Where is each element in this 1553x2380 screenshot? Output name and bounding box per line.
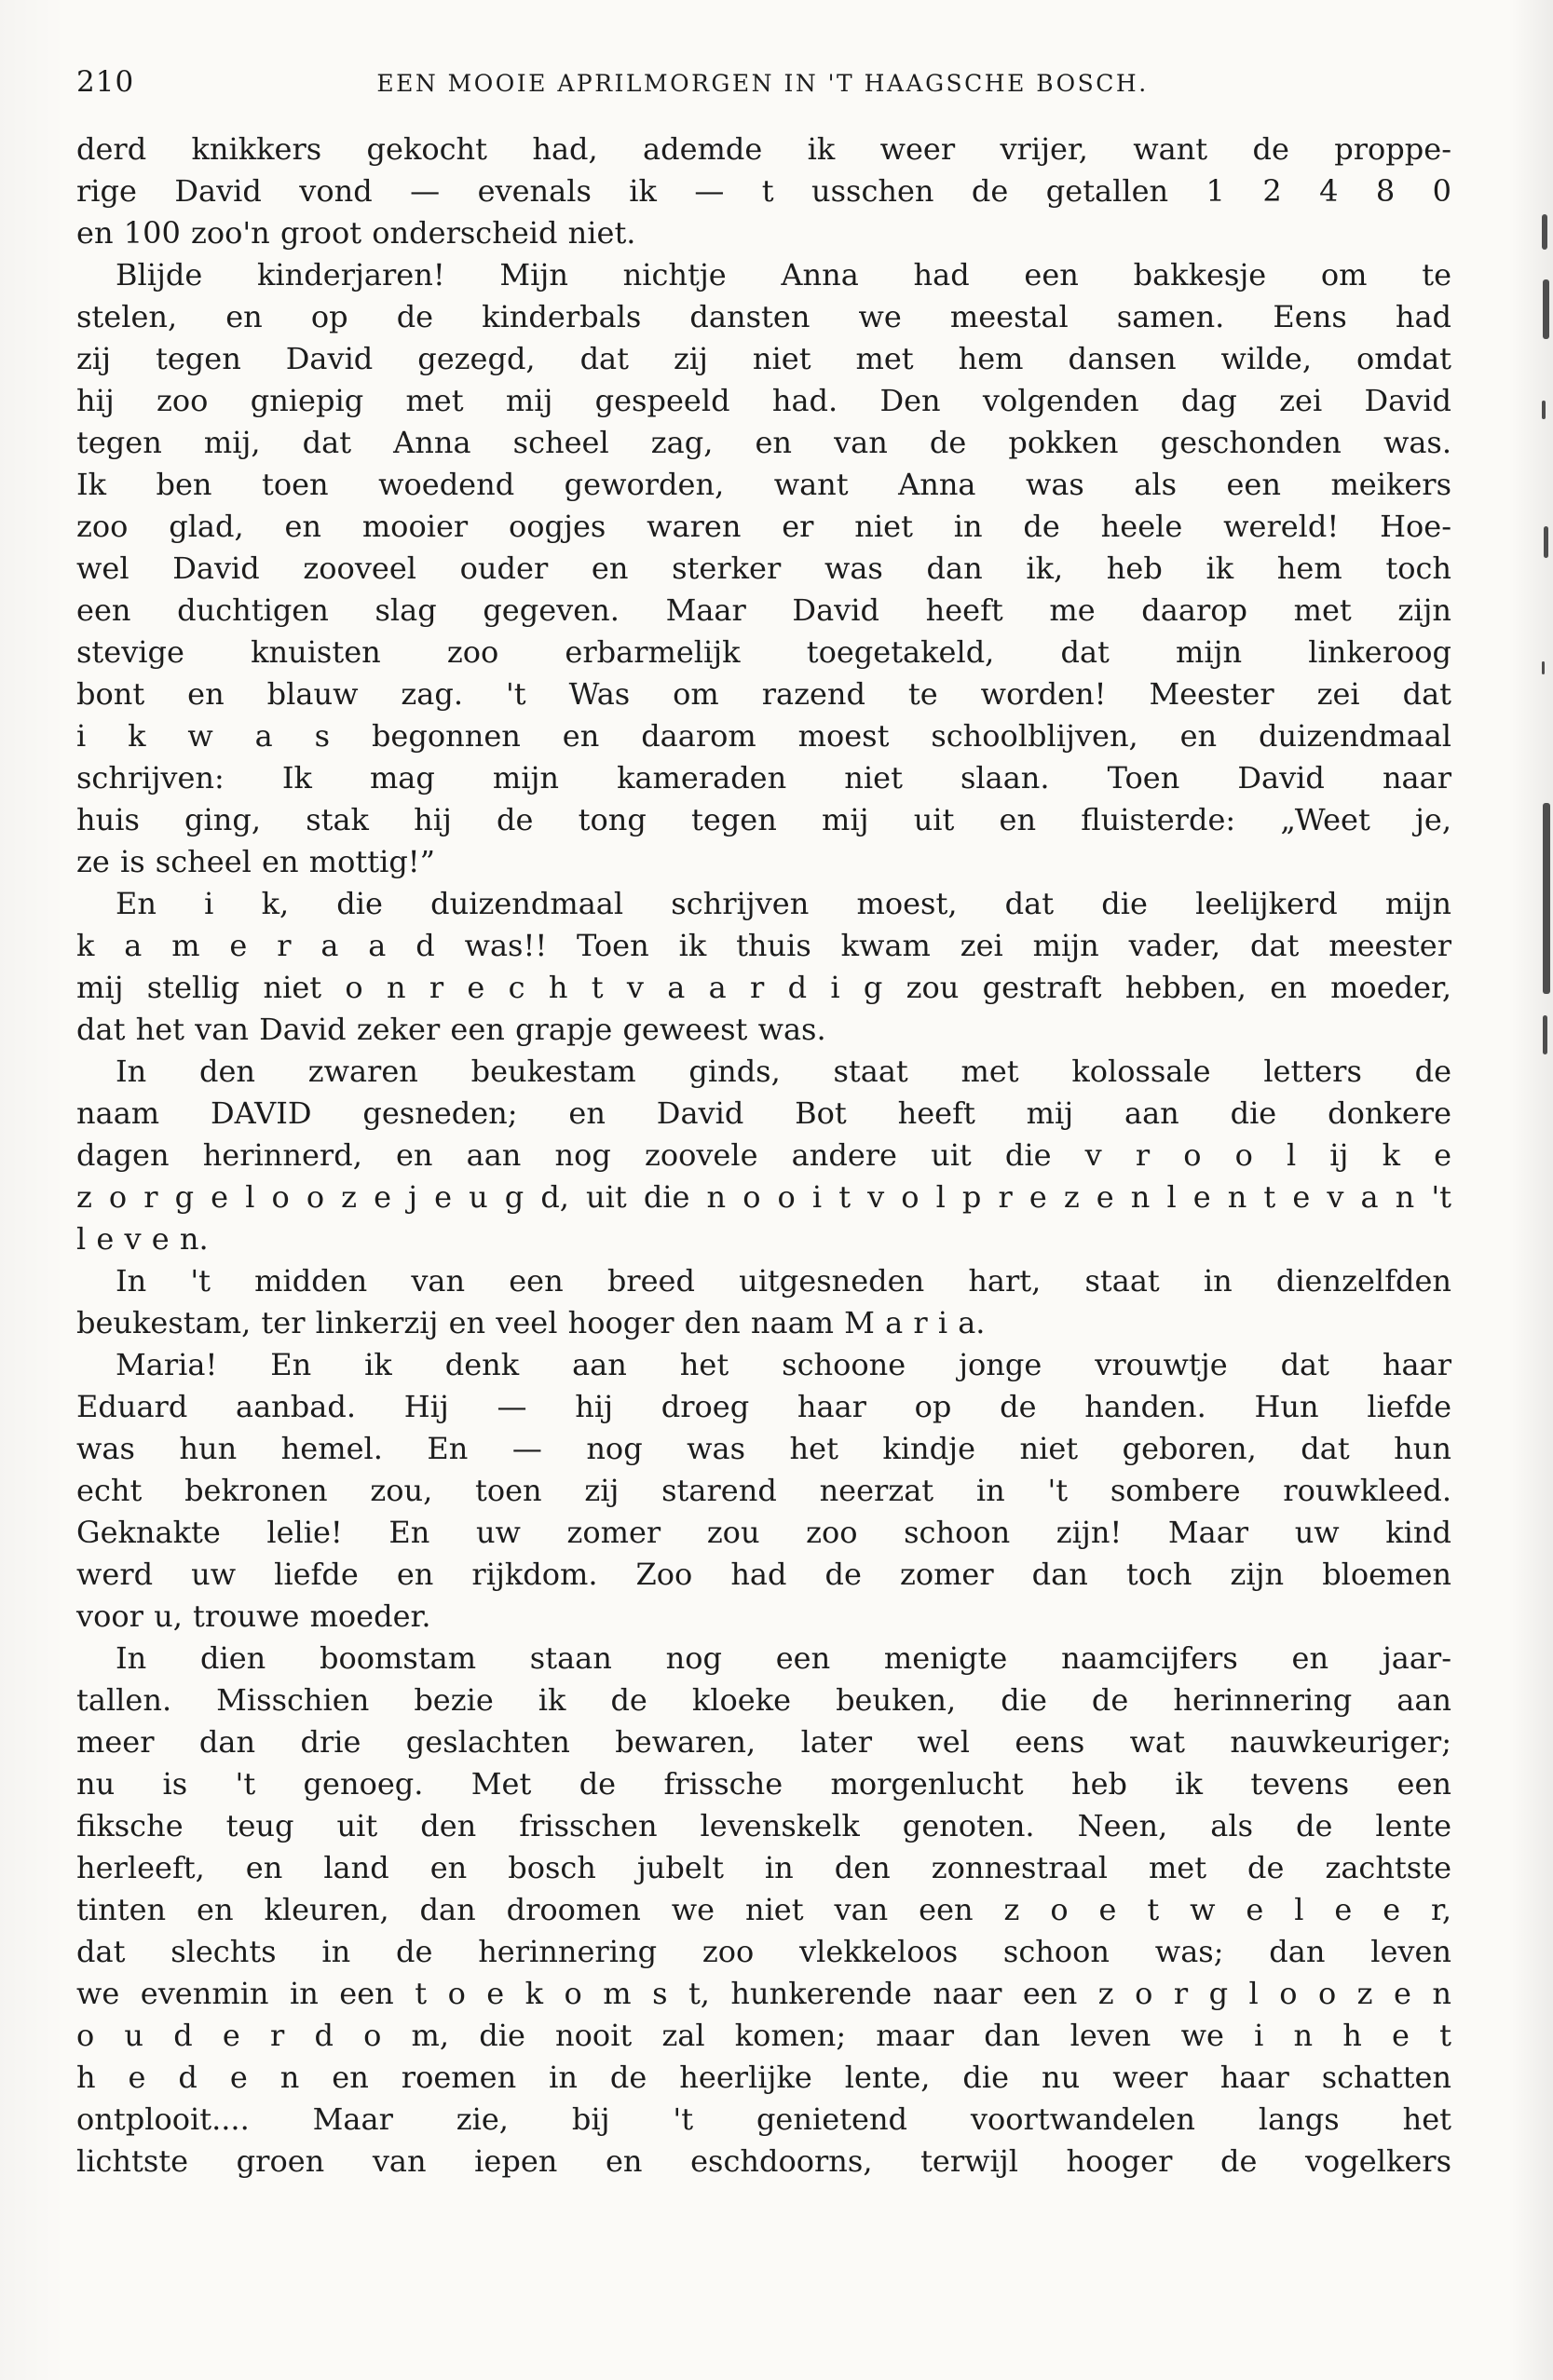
text-line: En i k, die duizendmaal schrijven moest, dat die leelijkerd mijn — [116, 886, 1451, 921]
text-line: huis ging, stak hij de tong tegen mij uit en fluisterde: „Weet je, — [76, 802, 1451, 837]
text-line: en 100 zoo'n groot onderscheid niet. — [76, 215, 636, 251]
text-line: In dien boomstam staan nog een menigte naamcijfers en jaar- — [116, 1640, 1451, 1676]
text-line: rige David vond — evenals ik — t usschen de getallen 1 2 4 8 0 — [76, 173, 1451, 209]
text-line: ontplooit.... Maar zie, bij 't genietend voortwandelen langs het — [76, 2101, 1451, 2137]
text-line: meer dan drie geslachten bewaren, later wel eens wat nauwkeuriger; — [76, 1724, 1451, 1760]
text-line: z o r g e l o o z e j e u g d, uit die n o o i t v o l p r e z e n l e n t e v a n 't — [76, 1179, 1451, 1215]
scan-artifact — [1542, 401, 1546, 419]
text-line: fiksche teug uit den frisschen levenskelk genoten. Neen, als de lente — [76, 1808, 1451, 1843]
paragraph — [76, 1344, 1451, 1638]
text-line: In den zwaren beukestam ginds, staat met kolossale letters de — [116, 1054, 1451, 1089]
text-line: tinten en kleuren, dan droomen we niet van een z o e t w e l e e r, — [76, 1892, 1451, 1927]
scan-artifact — [1543, 1015, 1547, 1054]
text-line: stelen, en op de kinderbals dansten we meestal samen. Eens had — [76, 299, 1451, 334]
scan-artifact — [1544, 526, 1548, 558]
text-line: Blijde kinderjaren! Mijn nichtje Anna had een bakkesje om te — [116, 257, 1451, 292]
paragraph — [76, 129, 1451, 254]
text-line: In 't midden van een breed uitgesneden hart, staat in dienzelfden — [116, 1263, 1451, 1299]
paragraph — [76, 1051, 1451, 1260]
paragraph — [76, 1260, 1451, 1344]
text-line: beukestam, ter linkerzij en veel hooger den naam M a r i a. — [76, 1305, 986, 1340]
scan-artifact — [1542, 214, 1547, 250]
text-line: werd uw liefde en rijkdom. Zoo had de zomer dan toch zijn bloemen — [76, 1557, 1451, 1592]
text-line: nu is 't genoeg. Met de frissche morgenlucht heb ik tevens een — [76, 1766, 1451, 1802]
text-line: ze is scheel en mottig!” — [76, 844, 436, 879]
text-line: wel David zooveel ouder en sterker was dan ik, heb ik hem toch — [76, 551, 1451, 586]
text-line: schrijven: Ik mag mijn kameraden niet slaan. Toen David naar — [76, 760, 1451, 796]
scan-artifact — [1543, 279, 1549, 339]
running-title: EEN MOOIE APRILMORGEN IN 'T HAAGSCHE BOSCH. — [376, 70, 1149, 97]
text-line: herleeft, en land en bosch jubelt in den zonnestraal met de zachtste — [76, 1850, 1451, 1885]
text-line: Geknakte lelie! En uw zomer zou zoo schoon zijn! Maar uw kind — [76, 1515, 1451, 1550]
text-line: k a m e r a a d was!! Toen ik thuis kwam zei mijn vader, dat meester — [76, 928, 1451, 963]
text-line: bont en blauw zag. 't Was om razend te worden! Meester zei dat — [76, 676, 1451, 712]
page-number: 210 — [76, 65, 135, 99]
text-line: een duchtigen slag gegeven. Maar David heeft me daarop met zijn — [76, 592, 1451, 628]
text-block — [76, 129, 1451, 2183]
text-line: zij tegen David gezegd, dat zij niet met hem dansen wilde, omdat — [76, 341, 1451, 376]
text-line: Maria! En ik denk aan het schoone jonge vrouwtje dat haar — [116, 1347, 1451, 1382]
text-line: echt bekronen zou, toen zij starend neerzat in 't sombere rouwkleed. — [76, 1473, 1451, 1508]
text-line: stevige knuisten zoo erbarmelijk toegetakeld, dat mijn linkeroog — [76, 634, 1451, 670]
text-line: tallen. Misschien bezie ik de kloeke beuken, die de herinnering aan — [76, 1682, 1451, 1718]
text-line: derd knikkers gekocht had, ademde ik weer vrijer, want de proppe- — [76, 131, 1451, 167]
scan-artifact — [1543, 803, 1550, 994]
text-line: dat het van David zeker een grapje geweest was. — [76, 1012, 826, 1047]
text-line: Eduard aanbad. Hij — hij droeg haar op de handen. Hun liefde — [76, 1389, 1451, 1424]
text-line: dagen herinnerd, en aan nog zoovele andere uit die v r o o l ij k e — [76, 1137, 1451, 1173]
scan-artifact — [1542, 661, 1545, 674]
paragraph — [76, 1638, 1451, 2183]
text-line: zoo glad, en mooier oogjes waren er niet in de heele wereld! Hoe- — [76, 509, 1451, 544]
text-line: naam DAVID gesneden; en David Bot heeft mij aan die donkere — [76, 1095, 1451, 1131]
text-line: l e v e n. — [76, 1221, 209, 1257]
text-line: Ik ben toen woedend geworden, want Anna was als een meikers — [76, 467, 1451, 502]
text-line: o u d e r d o m, die nooit zal komen; maar dan leven we i n h e t — [76, 2018, 1451, 2053]
text-line: voor u, trouwe moeder. — [76, 1598, 431, 1634]
text-line: i k w a s begonnen en daarom moest schoolblijven, en duizendmaal — [76, 718, 1451, 754]
paragraph — [76, 254, 1451, 883]
text-line: lichtste groen van iepen en eschdoorns, terwijl hooger de vogelkers — [76, 2143, 1451, 2179]
text-line: hij zoo gniepig met mij gespeeld had. Den volgenden dag zei David — [76, 383, 1451, 418]
text-line: was hun hemel. En — nog was het kindje niet geboren, dat hun — [76, 1431, 1451, 1466]
text-line: we evenmin in een t o e k o m s t, hunkerende naar een z o r g l o o z e n — [76, 1976, 1451, 2011]
text-line: dat slechts in de herinnering zoo vlekkeloos schoon was; dan leven — [76, 1934, 1451, 1969]
page-header — [76, 63, 1449, 104]
paragraph — [76, 883, 1451, 1051]
text-line: mij stellig niet o n r e c h t v a a r d i g zou gestraft hebben, en moeder, — [76, 970, 1451, 1005]
text-line: tegen mij, dat Anna scheel zag, en van de pokken geschonden was. — [76, 425, 1451, 460]
text-line: h e d e n en roemen in de heerlijke lente, die nu weer haar schatten — [76, 2060, 1451, 2095]
